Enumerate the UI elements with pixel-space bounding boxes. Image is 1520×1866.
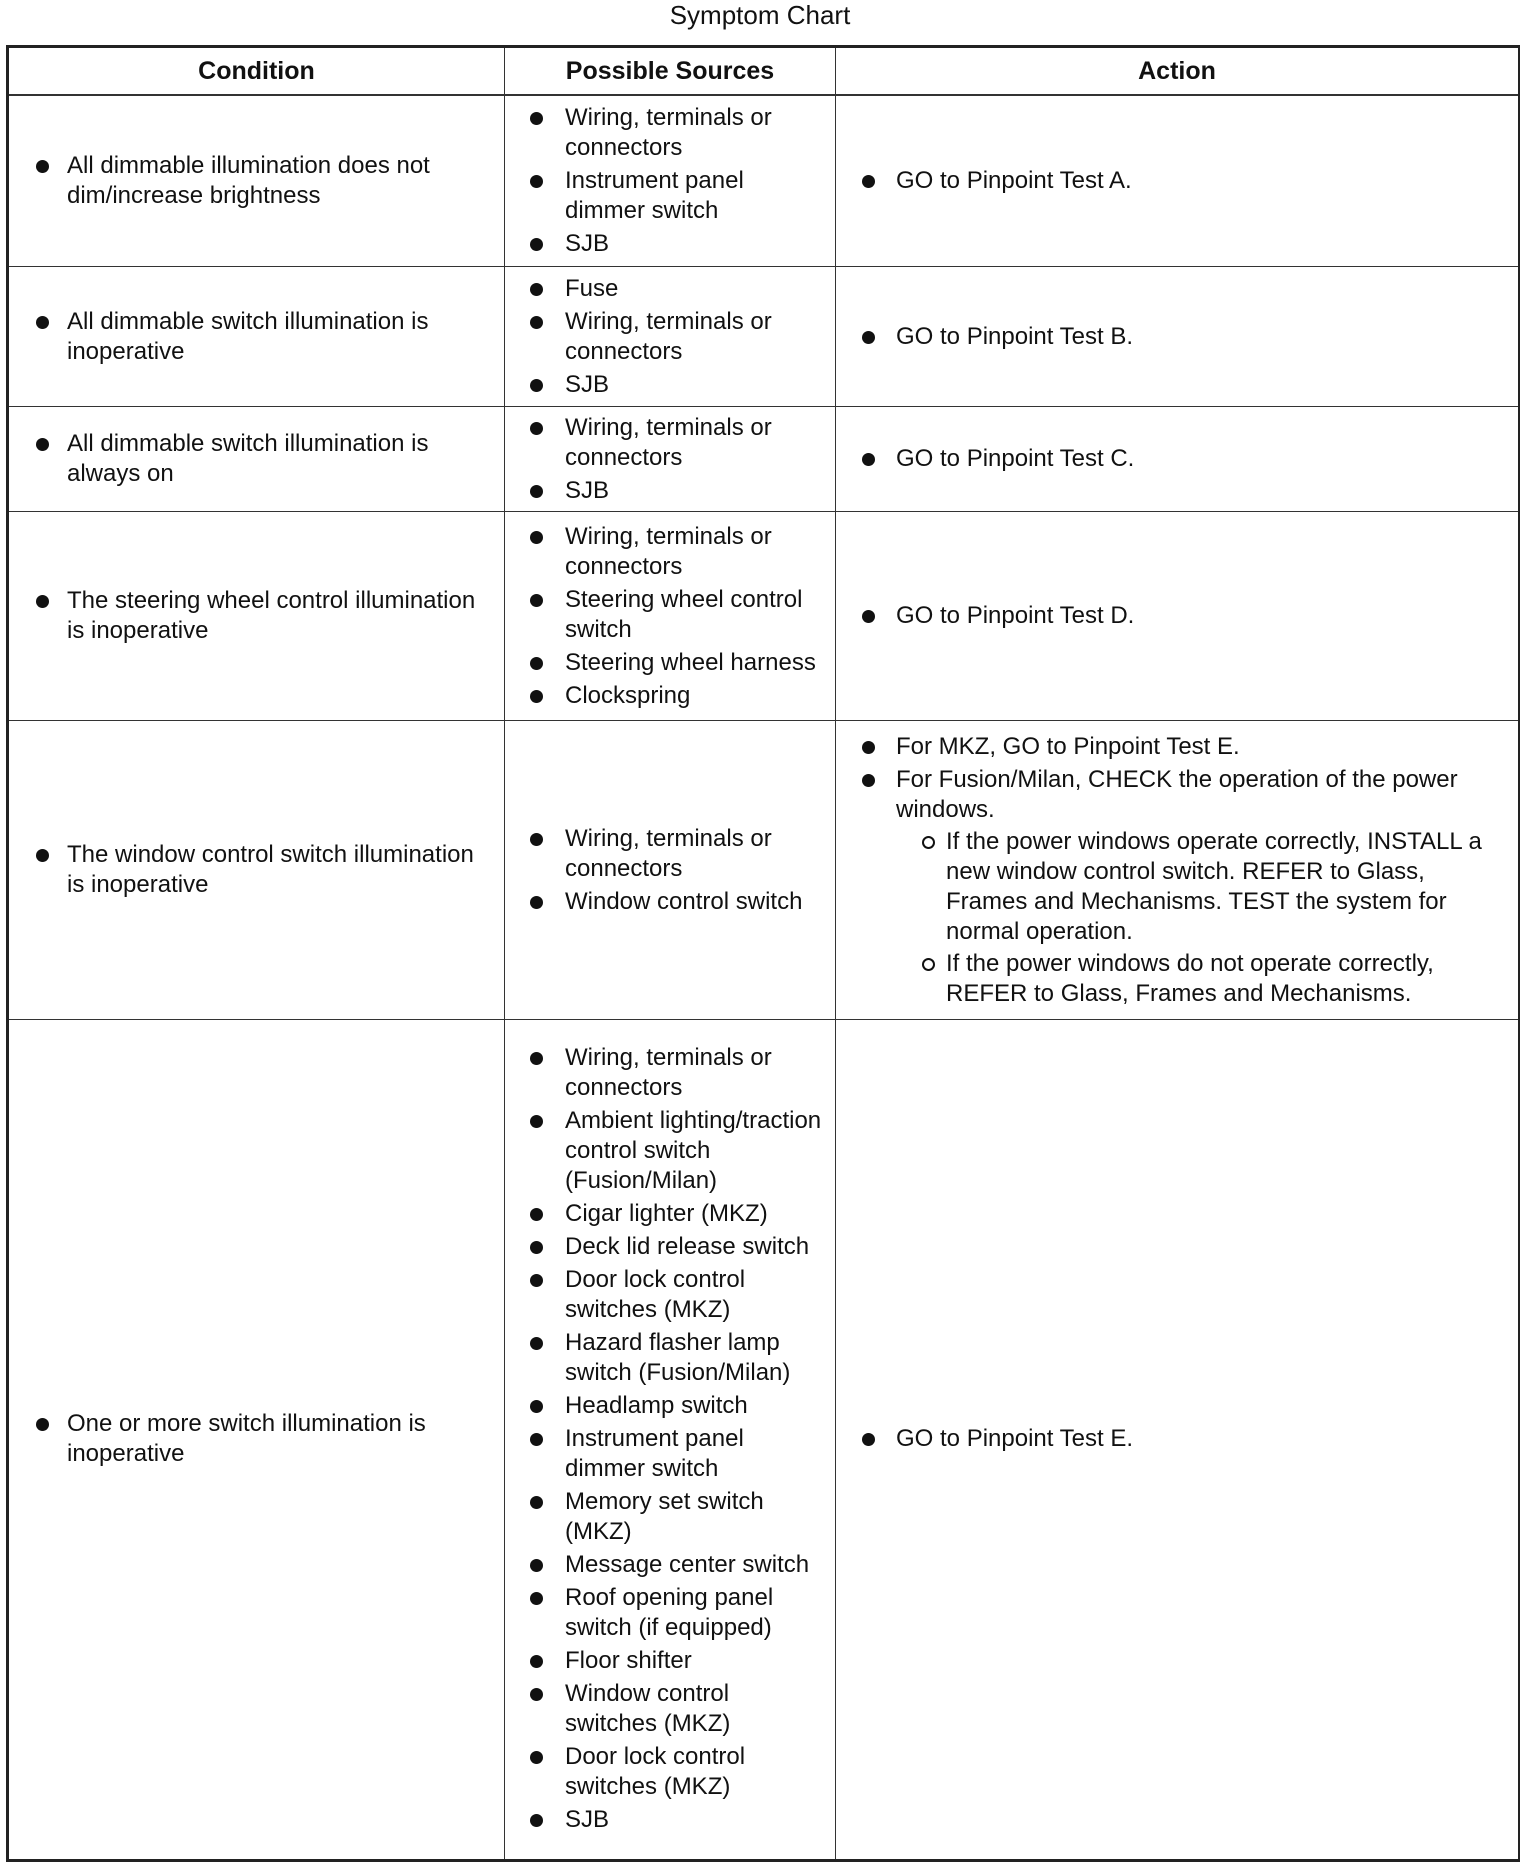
sources-list <box>505 274 835 400</box>
condition-text: The window control switch illumination is inoperative <box>9 840 496 900</box>
action-list <box>836 322 1518 352</box>
source-item: Door lock control switches (MKZ) <box>505 1265 827 1325</box>
action-text: GO to Pinpoint Test B. <box>896 322 1134 350</box>
action-cell <box>836 512 1520 721</box>
action-list <box>836 601 1518 631</box>
condition-cell <box>8 721 505 1020</box>
source-item: Floor shifter <box>505 1646 827 1676</box>
source-item: Window control switches (MKZ) <box>505 1679 827 1739</box>
sources-list <box>505 522 835 711</box>
condition-text: All dimmable illumination does not dim/increase brightness <box>9 151 496 211</box>
action-text: For MKZ, GO to Pinpoint Test E. <box>896 732 1240 760</box>
source-item: Steering wheel control switch <box>505 585 827 645</box>
table-row <box>8 267 1520 407</box>
action-sub-item: If the power windows operate correctly, INSTALL a new window control switch. REFER to Glass, Frames and Mechanisms. TEST the system for normal operation. <box>896 827 1510 947</box>
action-cell <box>836 1019 1520 1860</box>
condition-list <box>9 840 504 900</box>
sources-list <box>505 413 835 506</box>
source-item: Headlamp switch <box>505 1391 827 1421</box>
condition-cell <box>8 1019 505 1860</box>
action-text: GO to Pinpoint Test C. <box>896 445 1135 473</box>
sources-cell <box>505 721 836 1020</box>
header-possible-sources: Possible Sources <box>505 47 836 96</box>
action-list <box>836 732 1518 1009</box>
sources-cell <box>505 267 836 407</box>
source-item: Instrument panel dimmer switch <box>505 166 827 226</box>
sources-cell <box>505 1019 836 1860</box>
action-item <box>836 166 1510 196</box>
condition-text: All dimmable switch illumination is inoperative <box>9 307 496 367</box>
action-item <box>836 1424 1510 1454</box>
action-item <box>836 765 1510 1009</box>
source-item: Wiring, terminals or connectors <box>505 824 827 884</box>
condition-cell <box>8 512 505 721</box>
source-item: SJB <box>505 229 827 259</box>
condition-cell <box>8 407 505 512</box>
header-row <box>8 47 1520 96</box>
table-row <box>8 1019 1520 1860</box>
source-item: SJB <box>505 1805 827 1835</box>
source-item: Wiring, terminals or connectors <box>505 522 827 582</box>
sources-list <box>505 103 835 259</box>
action-item <box>836 444 1510 474</box>
condition-list <box>9 307 504 367</box>
source-item: Ambient lighting/traction control switch (Fusion/Milan) <box>505 1106 827 1196</box>
table-row <box>8 407 1520 512</box>
action-list <box>836 166 1518 196</box>
source-item: Wiring, terminals or connectors <box>505 413 827 473</box>
sources-cell <box>505 512 836 721</box>
chart-caption: Symptom Chart <box>669 0 851 30</box>
header-action: Action <box>836 47 1520 96</box>
table-row <box>8 512 1520 721</box>
action-list <box>836 444 1518 474</box>
source-item: Deck lid release switch <box>505 1232 827 1262</box>
source-item: Window control switch <box>505 887 827 917</box>
action-text: For Fusion/Milan, CHECK the operation of the power windows. <box>896 765 1458 823</box>
source-item: Door lock control switches (MKZ) <box>505 1742 827 1802</box>
action-item <box>836 732 1510 762</box>
source-item: Roof opening panel switch (if equipped) <box>505 1583 827 1643</box>
source-item: Wiring, terminals or connectors <box>505 103 827 163</box>
condition-list <box>9 151 504 211</box>
action-cell <box>836 95 1520 267</box>
action-text: GO to Pinpoint Test D. <box>896 602 1135 630</box>
condition-list <box>9 586 504 646</box>
action-item <box>836 322 1510 352</box>
source-item: Hazard flasher lamp switch (Fusion/Milan) <box>505 1328 827 1388</box>
condition-text: One or more switch illumination is inoperative <box>9 1409 496 1469</box>
action-list <box>836 1424 1518 1454</box>
table-row <box>8 95 1520 267</box>
sources-list <box>505 824 835 917</box>
source-item: Instrument panel dimmer switch <box>505 1424 827 1484</box>
source-item: Fuse <box>505 274 827 304</box>
source-item: Cigar lighter (MKZ) <box>505 1199 827 1229</box>
source-item: Message center switch <box>505 1550 827 1580</box>
condition-cell <box>8 95 505 267</box>
source-item: Wiring, terminals or connectors <box>505 307 827 367</box>
action-item <box>836 601 1510 631</box>
action-sub-list <box>896 827 1510 1009</box>
source-item: Memory set switch (MKZ) <box>505 1487 827 1547</box>
action-text: GO to Pinpoint Test E. <box>896 1425 1134 1453</box>
symptom-table <box>6 45 1520 1862</box>
sources-cell <box>505 95 836 267</box>
condition-text: All dimmable switch illumination is always on <box>9 429 496 489</box>
source-item: SJB <box>505 476 827 506</box>
condition-list <box>9 1409 504 1469</box>
action-cell <box>836 721 1520 1020</box>
action-cell <box>836 407 1520 512</box>
source-item: Clockspring <box>505 681 827 711</box>
action-text: GO to Pinpoint Test A. <box>896 167 1132 195</box>
source-item: Steering wheel harness <box>505 648 827 678</box>
condition-text: The steering wheel control illumination is inoperative <box>9 586 496 646</box>
condition-list <box>9 429 504 489</box>
action-sub-item: If the power windows do not operate correctly, REFER to Glass, Frames and Mechanisms. <box>896 949 1510 1009</box>
condition-cell <box>8 267 505 407</box>
source-item: SJB <box>505 370 827 400</box>
source-item: Wiring, terminals or connectors <box>505 1043 827 1103</box>
table-row <box>8 721 1520 1020</box>
action-cell <box>836 267 1520 407</box>
header-condition: Condition <box>8 47 505 96</box>
sources-list <box>505 1043 835 1835</box>
sources-cell <box>505 407 836 512</box>
table-body <box>8 95 1520 1861</box>
